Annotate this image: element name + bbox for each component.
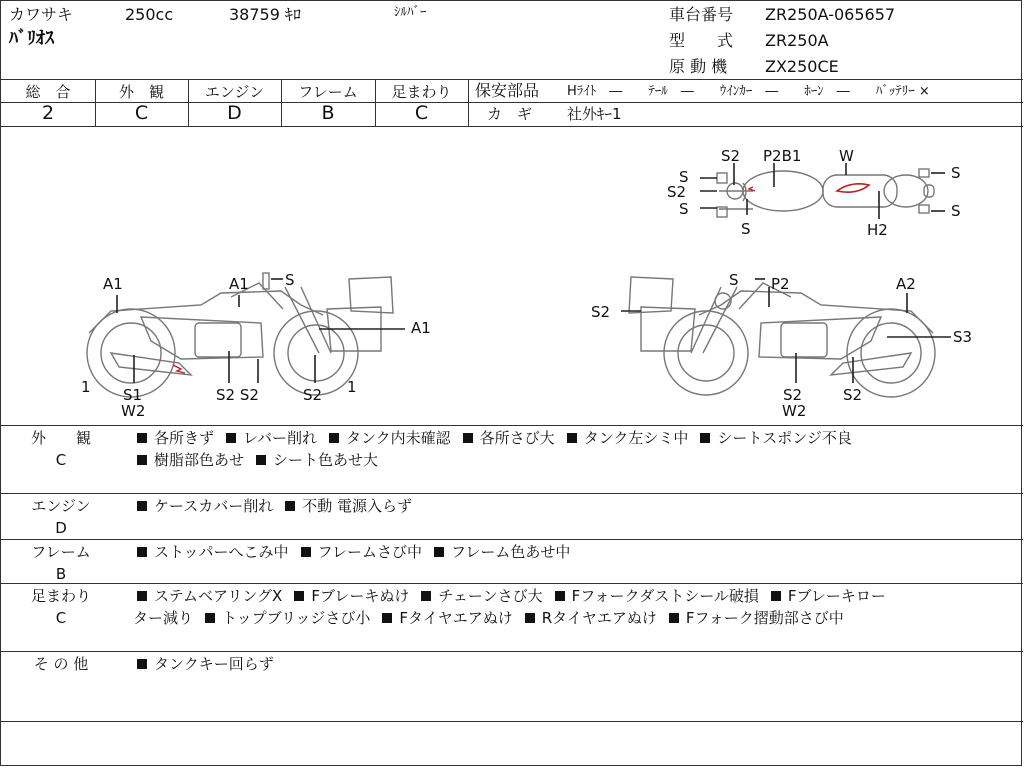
comment-item: 不動 電源入らず xyxy=(302,497,413,515)
displacement: 250cc xyxy=(125,5,174,24)
bullet-square-icon xyxy=(555,591,565,601)
bullet-square-icon xyxy=(771,591,781,601)
comment-item: 樹脂部色あせ xyxy=(154,451,245,469)
label-right-p2: P2 xyxy=(771,275,790,293)
label-left-s2-front: S2 xyxy=(303,386,323,404)
section-title-text: そ の 他 xyxy=(33,655,89,673)
label-top-s-right2: S xyxy=(951,202,961,220)
section-grade: C xyxy=(55,451,67,469)
maker: カワサキ xyxy=(9,5,74,24)
comment-item: ケースカバー削れ xyxy=(154,497,274,515)
comment-item: Fブレーキロー xyxy=(787,587,886,605)
comment-line xyxy=(133,541,1013,563)
bullet-square-icon xyxy=(137,433,147,443)
section-title-text: 足まわり xyxy=(30,587,91,605)
section-title xyxy=(1,585,121,629)
bullet-square-icon xyxy=(421,591,431,601)
section-grade: B xyxy=(55,565,67,583)
label-top-s-bottom: S xyxy=(741,220,751,238)
type-label: 型 式 xyxy=(669,31,734,50)
section-body xyxy=(133,541,1013,563)
comment-item: Fフォーク摺動部さび中 xyxy=(685,609,844,627)
section-title-text: 外 観 xyxy=(30,429,91,447)
label-right-w2: W2 xyxy=(782,402,807,420)
label-left-s: S xyxy=(285,271,295,289)
comment-item: フレーム色あせ中 xyxy=(450,543,571,561)
section-title xyxy=(1,495,121,539)
bullet-square-icon xyxy=(256,455,266,465)
section-title xyxy=(1,541,121,585)
bullet-square-icon xyxy=(137,547,147,557)
key-value: 社外ｷｰ1 xyxy=(567,105,622,123)
bullet-square-icon xyxy=(434,547,444,557)
section-grade: D xyxy=(55,519,67,537)
bullet-square-icon xyxy=(205,613,215,623)
comment-item: Fフォークダストシール破損 xyxy=(571,587,759,605)
label-left-s2-s2: S2 S2 xyxy=(216,386,259,404)
grade-suspension: C xyxy=(414,102,429,124)
grid-line xyxy=(469,102,1023,103)
bullet-square-icon xyxy=(700,433,710,443)
grade-header-frame: フレーム xyxy=(298,83,358,101)
section-divider xyxy=(1,583,1023,584)
mileage: 38759 ｷﾛ xyxy=(229,5,301,24)
section-body xyxy=(133,585,1013,629)
grade-header-overall: 総 合 xyxy=(25,83,71,101)
label-right-s: S xyxy=(729,271,739,289)
frame-label: 車台番号 xyxy=(669,5,734,24)
bullet-square-icon xyxy=(285,501,295,511)
comment-line xyxy=(133,427,1013,449)
label-right-s3: S3 xyxy=(953,328,973,346)
section-title xyxy=(1,653,121,675)
comment-item: フレームさび中 xyxy=(317,543,422,561)
label-top-s2: S2 xyxy=(721,147,741,165)
section-divider xyxy=(1,425,1023,426)
comment-line xyxy=(133,495,1013,517)
grade-overall: 2 xyxy=(41,102,55,124)
comment-item: ストッパーへこみ中 xyxy=(154,543,289,561)
type-value: ZR250A xyxy=(765,31,829,50)
grade-header-engine: エンジン xyxy=(204,83,265,101)
comment-item: タンクキー回らず xyxy=(154,655,274,673)
damage-diagram xyxy=(1,127,1023,425)
label-left-w2: W2 xyxy=(121,402,146,420)
comment-item: シートスポンジ不良 xyxy=(717,429,852,447)
comment-item: 各所さび大 xyxy=(479,429,555,447)
comment-item: レバー削れ xyxy=(243,429,317,447)
bullet-square-icon xyxy=(137,501,147,511)
section-title-text: フレーム xyxy=(31,543,91,561)
label-right-s2-rear: S2 xyxy=(843,386,863,404)
grade-engine: D xyxy=(227,102,242,124)
safety-title: 保安部品 xyxy=(475,81,540,100)
grade-header-suspension: 足まわり xyxy=(391,83,452,101)
bullet-square-icon xyxy=(567,433,577,443)
label-right-s2-front: S2 xyxy=(591,303,611,321)
right-view-bike xyxy=(621,277,951,397)
section-title xyxy=(1,427,121,471)
label-top-s-left1: S xyxy=(679,168,689,186)
bullet-square-icon xyxy=(226,433,236,443)
comment-item: Fタイヤエアぬけ xyxy=(399,609,513,627)
section-body xyxy=(133,495,1013,517)
safety-items: Hﾗｲﾄ ― ﾃｰﾙ ― ｳｲﾝｶｰ ― ﾎｰﾝ ― ﾊﾞｯﾃﾘｰ × xyxy=(567,84,930,99)
bullet-square-icon xyxy=(137,455,147,465)
comment-item: ステムベアリングX xyxy=(154,587,283,605)
key-label: カ ギ xyxy=(487,105,533,123)
comment-item: トップブリッジさび小 xyxy=(222,609,371,627)
grade-header-exterior: 外 観 xyxy=(118,83,164,101)
engine-label: 原 動 機 xyxy=(669,57,728,76)
label-top-h2: H2 xyxy=(867,221,888,239)
comment-line xyxy=(133,585,1013,607)
model-name: ﾊﾞﾘｵｽ xyxy=(9,28,54,49)
comment-item: シート色あせ大 xyxy=(273,451,379,469)
bullet-square-icon xyxy=(669,613,679,623)
section-grade: C xyxy=(55,609,67,627)
comment-item: Fブレーキぬけ xyxy=(311,587,410,605)
comment-item: タンク左シミ中 xyxy=(583,429,689,447)
bullet-square-icon xyxy=(525,613,535,623)
label-top-w: W xyxy=(839,147,854,165)
label-top-s-left2: S xyxy=(679,200,689,218)
comment-line xyxy=(133,607,1013,629)
section-title-text: エンジン xyxy=(31,497,91,515)
label-left-a1-rear: A1 xyxy=(103,275,123,293)
label-top-s-right1: S xyxy=(951,164,961,182)
section-divider xyxy=(1,651,1023,652)
color: ｼﾙﾊﾞｰ xyxy=(394,5,427,20)
bullet-square-icon xyxy=(329,433,339,443)
bullet-square-icon xyxy=(137,591,147,601)
section-body xyxy=(133,427,1013,471)
bullet-square-icon xyxy=(382,613,392,623)
bullet-square-icon xyxy=(301,547,311,557)
bullet-square-icon xyxy=(137,659,147,669)
comment-line xyxy=(133,449,1013,471)
label-left-s1: S1 xyxy=(123,386,143,404)
bullet-square-icon xyxy=(294,591,304,601)
comment-item: タンク内未確認 xyxy=(345,429,451,447)
grade-frame: B xyxy=(321,102,335,124)
section-divider xyxy=(1,493,1023,494)
top-view-bike xyxy=(700,163,945,219)
label-left-1-front: 1 xyxy=(347,378,357,396)
motorcycle-diagram xyxy=(1,127,1023,425)
comment-item: ター減り xyxy=(133,609,194,627)
label-right-a2: A2 xyxy=(896,275,916,293)
label-top-p2b1: P2B1 xyxy=(763,147,802,165)
comment-item: Rタイヤエアぬけ xyxy=(541,609,657,627)
label-top-s2-left: S2 xyxy=(667,183,687,201)
comment-line xyxy=(133,653,1013,675)
label-left-a1-tank: A1 xyxy=(229,275,249,293)
comment-item: 各所きず xyxy=(154,429,215,447)
bullet-square-icon xyxy=(463,433,473,443)
label-left-a1-front: A1 xyxy=(411,319,431,337)
label-left-1-rear: 1 xyxy=(81,378,91,396)
comment-item: チェーンさび大 xyxy=(438,587,543,605)
grade-exterior: C xyxy=(134,102,149,124)
engine-value: ZX250CE xyxy=(765,57,839,76)
label-right-s2-center: S2 xyxy=(783,386,803,404)
section-divider xyxy=(1,539,1023,540)
header xyxy=(1,1,1023,80)
section-divider xyxy=(1,721,1023,722)
frame-number: ZR250A-065657 xyxy=(765,5,896,24)
section-body xyxy=(133,653,1013,675)
